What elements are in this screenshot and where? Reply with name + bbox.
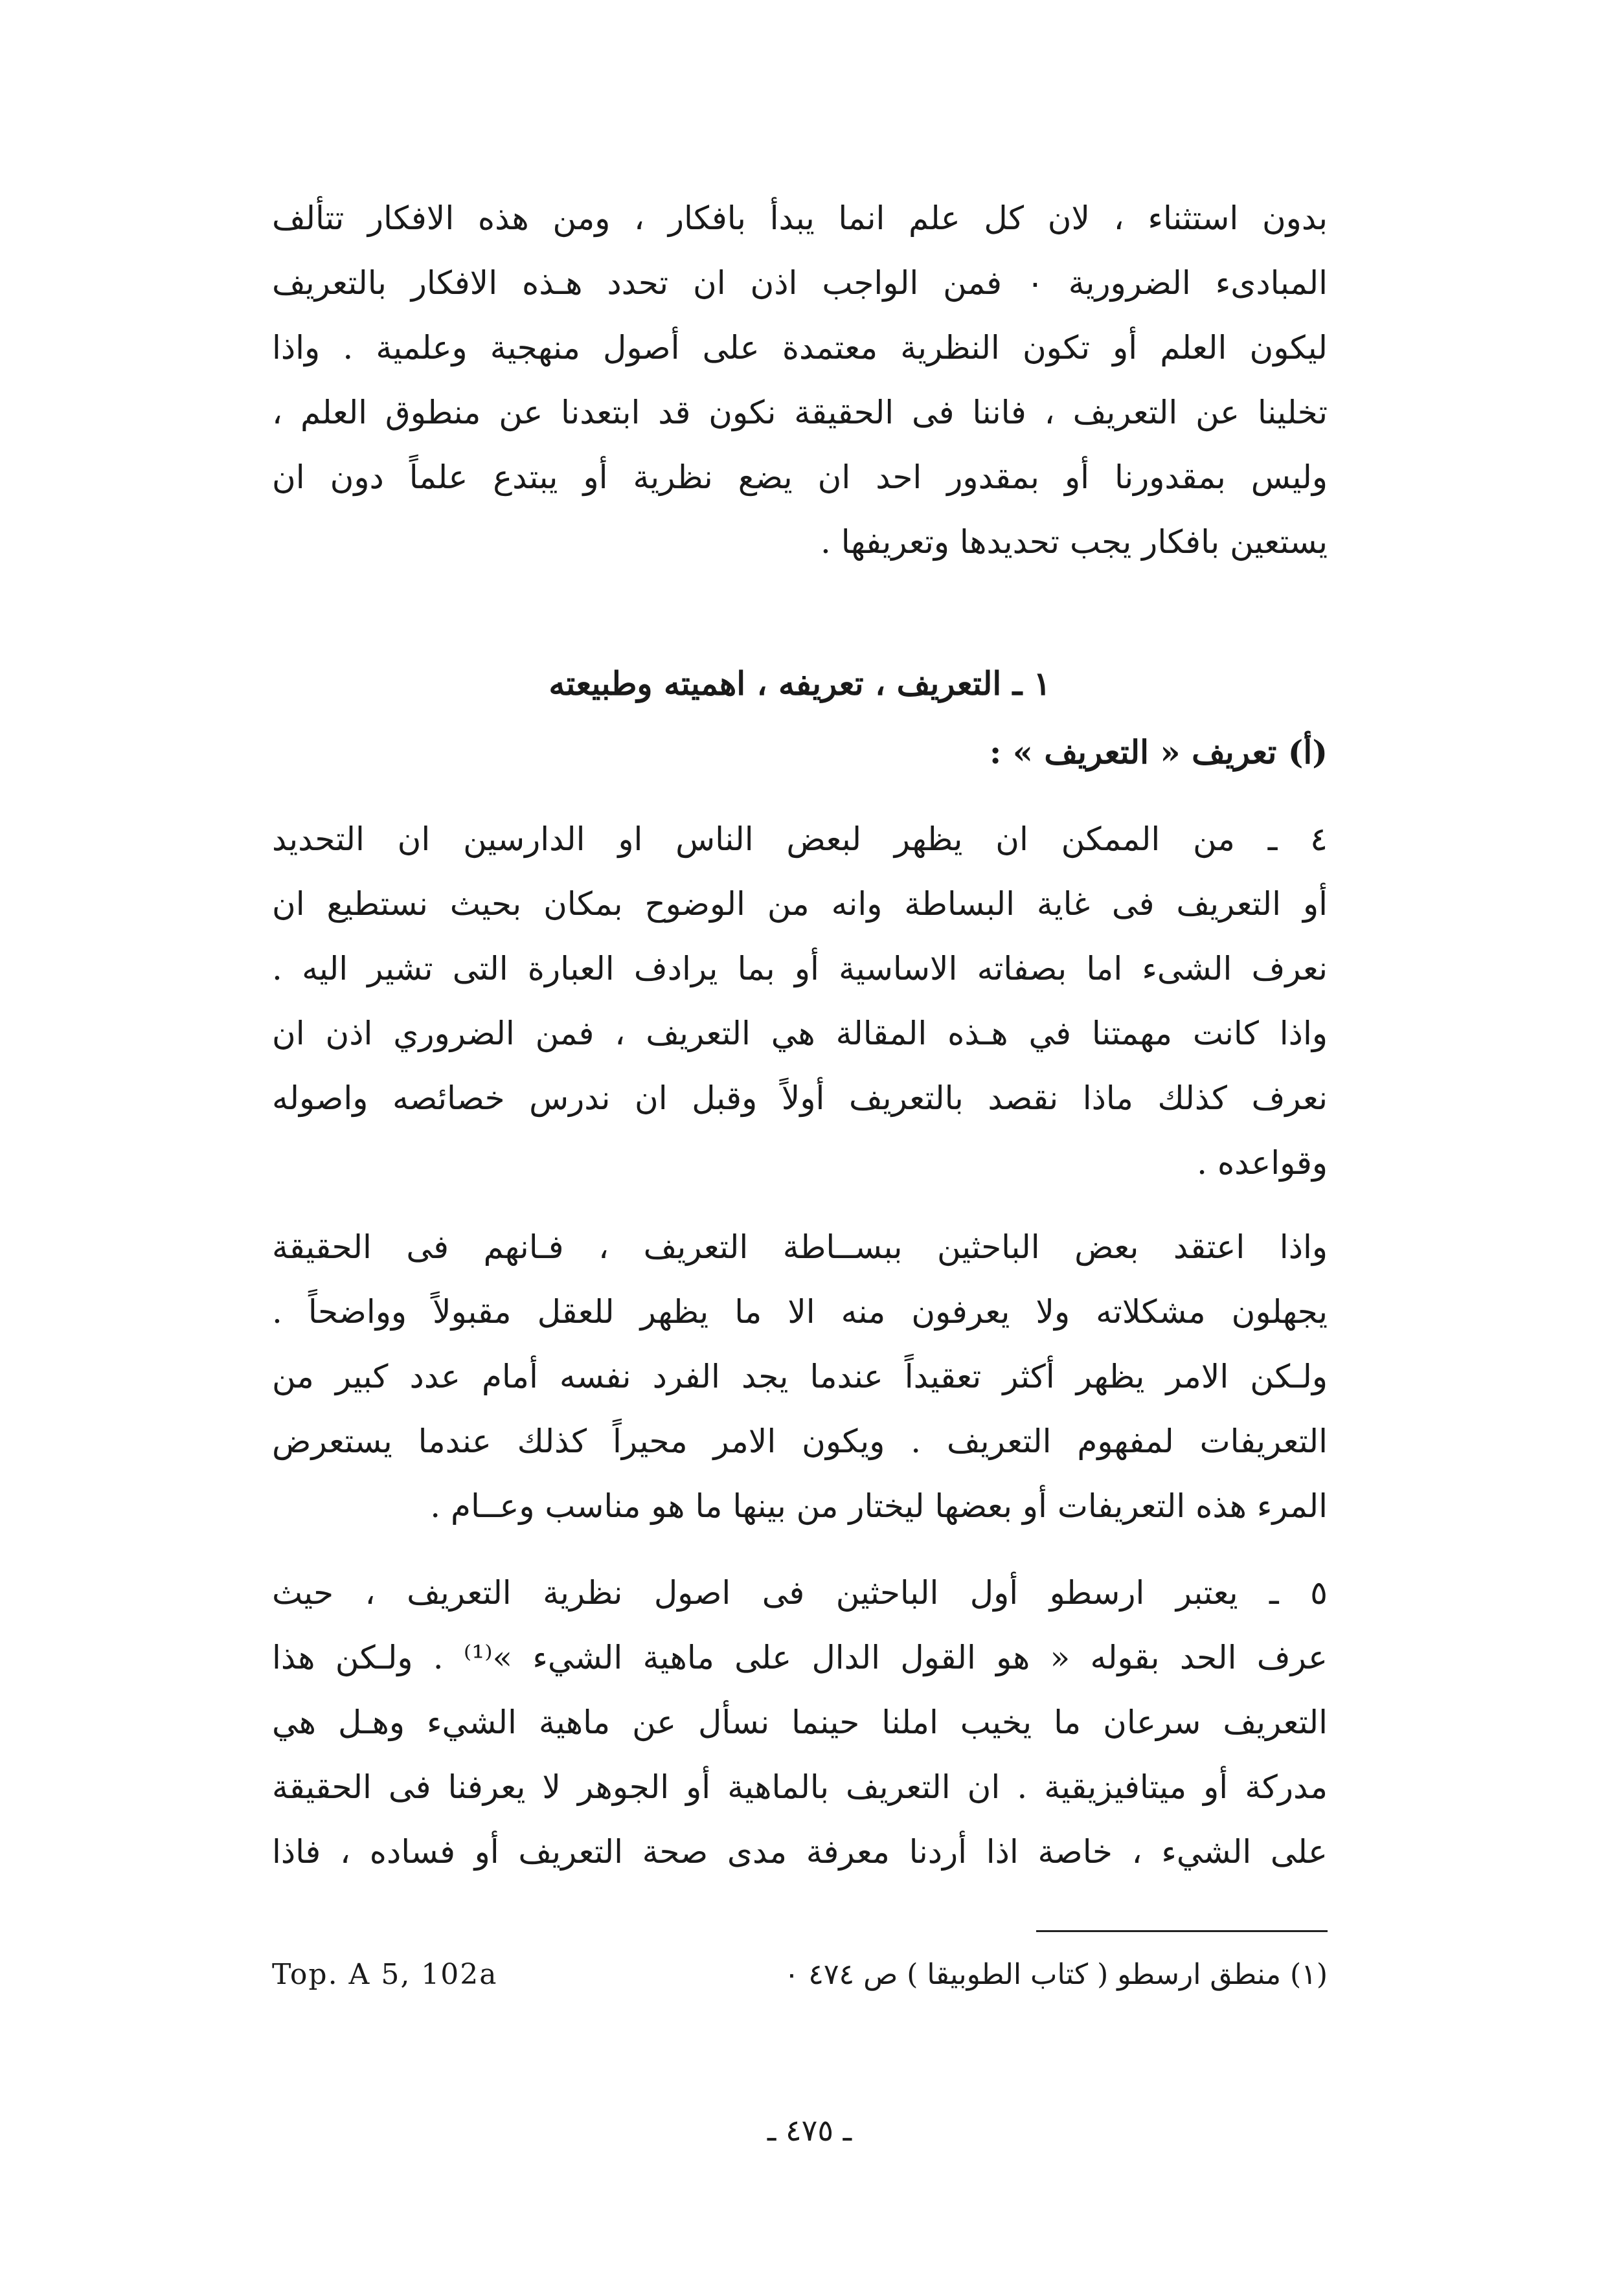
text-line: أو التعريف فى غاية البساطة وانه من الوضوح بمكان بحيث نستطيع ان <box>272 885 1328 923</box>
text-line: تخلينا عن التعريف ، فاننا فى الحقيقة نكون قد ابتعدنا عن منطوق العلم ، <box>272 394 1328 431</box>
paragraph-4 <box>272 807 1328 1195</box>
text-line: واذا كانت مهمتنا في هـذه المقالة هي التعريف ، فمن الضروري اذن ان <box>272 1015 1328 1052</box>
text-line: التعريفات لمفهوم التعريف . ويكون الامر محيراً كذلك عندما يستعرض <box>272 1423 1328 1460</box>
footnote-latin-reference: Top. A 5, 102a <box>272 1958 498 1991</box>
text-line: المبادىء الضرورية ٠ فمن الواجب اذن ان تحدد هـذه الافكار بالتعريف <box>272 264 1328 302</box>
section-heading: ١ ـ التعريف ، تعريفه ، اهميته وطبيعته <box>549 664 1051 703</box>
text-line: نعرف كذلك ماذا نقصد بالتعريف أولاً وقبل ان ندرس خصائصه واصوله <box>272 1079 1328 1117</box>
text-line: وقواعده . <box>1197 1144 1328 1182</box>
text-line: واذا اعتقد بعض الباحثين ببســاطة التعريف ، فـانهم فى الحقيقة <box>272 1228 1328 1266</box>
text-line: التعريف سرعان ما يخيب املنا حينما نسأل عن ماهية الشيء وهـل هي <box>272 1704 1328 1741</box>
footnote-separator <box>1036 1930 1328 1932</box>
footnote-arabic-text: (١) منطق ارسطو ( كتاب الطوبيقا ) ص ٤٧٤ ٠ <box>784 1958 1328 1991</box>
text-line: يجهلون مشكلاته ولا يعرفون منه الا ما يظهر للعقل مقبولاً وواضحاً . <box>272 1293 1328 1331</box>
text-line: المرء هذه التعريفات أو بعضها ليختار من بينها ما هو مناسب وعــام . <box>430 1487 1328 1525</box>
intro-paragraph <box>272 186 1328 574</box>
text-line: وليس بمقدورنا أو بمقدور احد ان يضع نظرية أو يبتدع علماً دون ان <box>272 458 1328 496</box>
subsection-heading: (أ) تعريف « التعريف » : <box>989 733 1328 771</box>
text-line: بدون استثناء ، لان كل علم انما يبدأ بافكار ، ومن هذه الافكار تتألف <box>272 199 1328 237</box>
page-number: ـ ٤٧٥ ـ <box>767 2113 852 2148</box>
footnote <box>272 1949 1328 2001</box>
text-line: ٤ ـ من الممكن ان يظهر لبعض الناس او الدارسين ان التحديد <box>272 820 1328 858</box>
paragraph-6 <box>272 1560 1328 1884</box>
text-line: عرف الحد بقوله « هو القول الدال على ماهية الشيء »⁽¹⁾ . ولـكن هذا <box>272 1639 1328 1676</box>
text-line: ٥ ـ يعتبر ارسطو أول الباحثين فى اصول نظرية التعريف ، حيث <box>272 1574 1328 1612</box>
text-line: مدركة أو ميتافيزيقية . ان التعريف بالماهية أو الجوهر لا يعرفنا فى الحقيقة <box>272 1768 1328 1806</box>
text-line: يستعين بافكار يجب تحديدها وتعريفها . <box>820 523 1328 561</box>
text-line: ولـكن الامر يظهر أكثر تعقيداً عندما يجد الفرد نفسه أمام عدد كبير من <box>272 1358 1328 1395</box>
text-line: ليكون العلم أو تكون النظرية معتمدة على أصول منهجية وعلمية . واذا <box>272 329 1328 366</box>
text-line: على الشيء ، خاصة اذا أردنا معرفة مدى صحة التعريف أو فساده ، فاذا <box>272 1833 1328 1871</box>
paragraph-5 <box>272 1215 1328 1538</box>
text-line: نعرف الشىء اما بصفاته الاساسية أو بما يرادف العبارة التى تشير اليه . <box>272 950 1328 987</box>
